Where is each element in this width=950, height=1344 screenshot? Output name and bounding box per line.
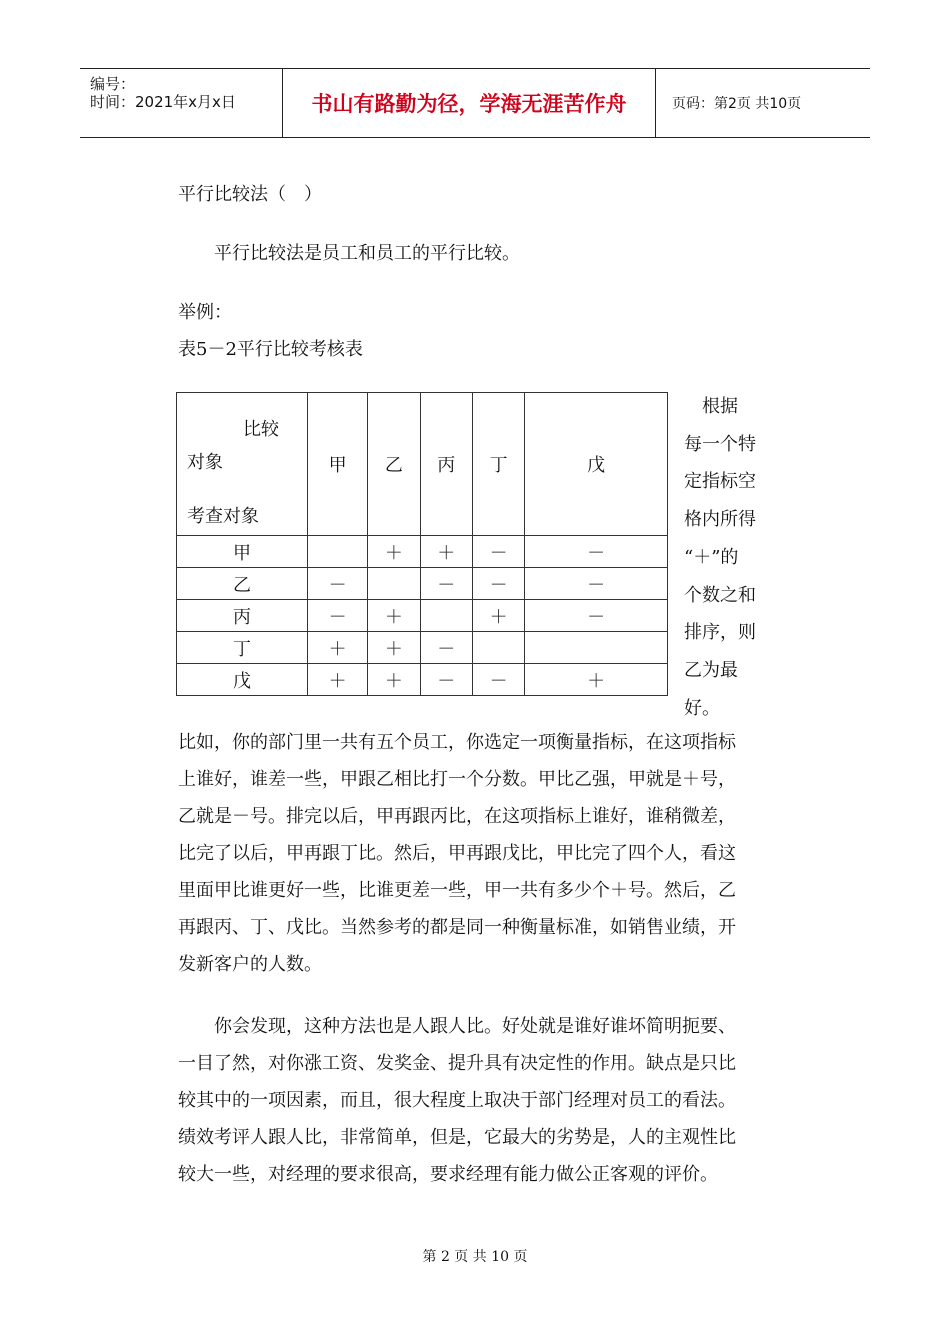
paragraph-line: 发新客户的人数。 xyxy=(178,954,322,975)
paragraph-line: 绩效考评人跟人比，非常简单，但是，它最大的劣势是，人的主观性比 xyxy=(178,1127,736,1148)
table-cell: ＋ xyxy=(368,600,420,632)
paragraph-pros-cons xyxy=(178,1008,774,1193)
page-footer: 第 2 页 共 10 页 xyxy=(422,1249,528,1265)
paragraph-line: 上谁好，谁差一些，甲跟乙相比打一个分数。甲比乙强，甲就是＋号， xyxy=(178,769,736,790)
table-cell: － xyxy=(525,536,668,568)
paragraph-line: 比完了以后，甲再跟丁比。然后，甲再跟戊比，甲比完了四个人，看这 xyxy=(178,843,736,864)
table-cell: － xyxy=(308,600,368,632)
table-cell: － xyxy=(525,568,668,600)
side-note-line: 排序，则 xyxy=(684,622,756,644)
table-cell: － xyxy=(525,600,668,632)
header-motto: 书山有路勤为径，学海无涯苦作舟 xyxy=(282,69,656,137)
paragraph-line: 再跟丙、丁、戊比。当然参考的都是同一种衡量标准，如销售业绩，开 xyxy=(178,917,736,938)
paragraph-line: 较其中的一项因素，而且，很大程度上取决于部门经理对员工的看法。 xyxy=(178,1090,736,1111)
definition-text: 平行比较法是员工和员工的平行比较。 xyxy=(214,243,520,264)
table-row xyxy=(177,568,668,600)
paragraph-line: 你会发现，这种方法也是人跟人比。好处就是谁好谁坏简明扼要、 xyxy=(178,1016,736,1037)
table-cell: － xyxy=(472,568,524,600)
side-note-line: 定指标空 xyxy=(684,471,756,493)
comparison-table xyxy=(176,392,668,696)
row-label: 丙 xyxy=(177,600,308,632)
corner-top-label: 比较 xyxy=(243,419,279,440)
column-header: 甲 xyxy=(308,393,368,536)
row-label: 戊 xyxy=(177,664,308,696)
column-header: 乙 xyxy=(368,393,420,536)
paragraph-line: 乙就是－号。排完以后，甲再跟丙比，在这项指标上谁好，谁稍微差， xyxy=(178,806,736,827)
header-page-info xyxy=(664,69,870,137)
paragraph-line: 比如，你的部门里一共有五个员工，你选定一项衡量指标，在这项指标 xyxy=(178,732,736,753)
side-note-line: 个数之和 xyxy=(684,584,756,606)
table-cell: ＋ xyxy=(525,664,668,696)
table-cell: － xyxy=(420,664,472,696)
row-label: 乙 xyxy=(177,568,308,600)
column-header: 丁 xyxy=(472,393,524,536)
table-cell: ＋ xyxy=(368,632,420,664)
table-cell: － xyxy=(420,632,472,664)
table-cell: － xyxy=(472,536,524,568)
document-date-label: 时间：2021年x月x日 xyxy=(90,93,236,111)
side-note-line: 格内所得 xyxy=(684,509,756,531)
table-row xyxy=(177,632,668,664)
table-row xyxy=(177,536,668,568)
table-cell: ＋ xyxy=(368,664,420,696)
page-header xyxy=(80,68,870,138)
table-cell xyxy=(420,600,472,632)
column-header: 丙 xyxy=(420,393,472,536)
paragraph-line: 一目了然，对你涨工资、发奖金、提升具有决定性的作用。缺点是只比 xyxy=(178,1053,736,1074)
header-meta xyxy=(80,69,280,137)
table-cell: ＋ xyxy=(368,536,420,568)
table-row xyxy=(177,600,668,632)
table-caption: 表5－2平行比较考核表 xyxy=(178,339,363,360)
paragraph-line: 里面甲比谁更好一些，比谁更差一些，甲一共有多少个＋号。然后，乙 xyxy=(178,880,736,901)
example-label: 举例： xyxy=(178,302,232,323)
table-cell: ＋ xyxy=(420,536,472,568)
side-note-line: 每一个特 xyxy=(684,433,756,455)
row-label: 甲 xyxy=(177,536,308,568)
side-note-line: 好。 xyxy=(684,697,720,719)
row-label: 丁 xyxy=(177,632,308,664)
side-note-line: 根据 xyxy=(684,396,738,417)
side-note-line: 乙为最 xyxy=(684,659,738,681)
side-note-line: “＋”的 xyxy=(684,546,739,568)
table-cell: － xyxy=(472,664,524,696)
table-cell xyxy=(368,568,420,600)
document-number-label: 编号： xyxy=(90,75,136,93)
table-header-row xyxy=(177,393,668,536)
table-cell: ＋ xyxy=(472,600,524,632)
table-row xyxy=(177,664,668,696)
table-cell xyxy=(472,632,524,664)
side-note xyxy=(684,388,760,727)
table-cell xyxy=(525,632,668,664)
corner-cell xyxy=(177,393,308,536)
table-cell: － xyxy=(420,568,472,600)
table-cell: － xyxy=(308,568,368,600)
page-info-text: 页码：第2页 共10页 xyxy=(672,96,802,112)
paragraph-line: 较大一些，对经理的要求很高，要求经理有能力做公正客观的评价。 xyxy=(178,1164,718,1185)
corner-mid-label: 对象 xyxy=(187,452,223,473)
column-header: 戊 xyxy=(525,393,668,536)
table-cell: ＋ xyxy=(308,632,368,664)
paragraph-example-explanation xyxy=(178,724,774,983)
table-cell xyxy=(308,536,368,568)
table-cell: ＋ xyxy=(308,664,368,696)
section-title: 平行比较法（ ） xyxy=(178,184,322,205)
corner-bottom-label: 考查对象 xyxy=(187,506,259,527)
